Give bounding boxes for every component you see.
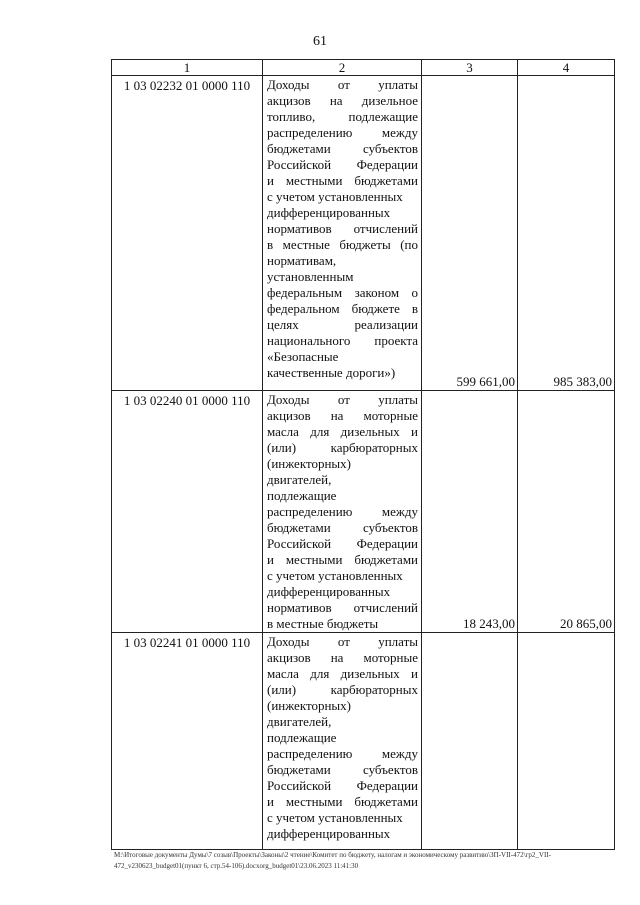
amount-column-3-cell xyxy=(422,633,518,850)
description-line: дифференцированных xyxy=(267,584,391,599)
description-cell xyxy=(263,633,422,850)
column-header-2: 2 xyxy=(263,60,422,76)
description-cell xyxy=(263,76,422,391)
amount-column-4-cell: 20 865,00 xyxy=(518,391,615,633)
description-line: дифференцированных xyxy=(267,826,391,841)
description-line: Российской Федерации xyxy=(267,536,418,551)
description-line: акцизов на дизельное xyxy=(267,93,418,108)
description-line: подлежащие xyxy=(267,488,337,503)
description-line: Доходы от уплаты xyxy=(267,634,418,649)
description-line: с учетом установленных xyxy=(267,810,403,825)
description-line: нормативам, xyxy=(267,253,337,268)
description-line: Российской Федерации xyxy=(267,778,418,793)
column-header-4: 4 xyxy=(518,60,615,76)
description-line: и местными бюджетами xyxy=(267,794,418,809)
description-line: акцизов на моторные xyxy=(267,408,418,423)
description-line: бюджетами субъектов xyxy=(267,762,418,777)
table-row xyxy=(112,76,615,391)
description-line: распределению между xyxy=(267,504,418,519)
table-header-row xyxy=(112,60,615,76)
description-line: (инжекторных) xyxy=(267,698,351,713)
document-footer xyxy=(114,850,614,872)
description-line: Доходы от уплаты xyxy=(267,77,418,92)
description-line: (инжекторных) xyxy=(267,456,351,471)
description-line: акцизов на моторные xyxy=(267,650,418,665)
budget-code-cell: 1 03 02241 01 0000 110 xyxy=(112,633,263,850)
footer-path-line-2: 472_v230623_budget01(пункт 6, стр.54-106).docxorg_budget01\23.06.2023 11:41:30 xyxy=(114,862,359,870)
description-line: установленным xyxy=(267,269,354,284)
description-line: национального проекта xyxy=(267,333,418,348)
footer-path-line-1: M:\Итоговые документы Думы\7 созыв\Проекты\Законы\2 чтение\Комитет по бюджету, налогам и экономическому развитию\ЗП-VII-472\гр2_VII- xyxy=(114,851,551,859)
description-line: масла для дизельных и xyxy=(267,666,418,681)
description-cell xyxy=(263,391,422,633)
description-line: в местные бюджеты (по xyxy=(267,237,418,252)
description-line: распределению между xyxy=(267,746,418,761)
description-line: «Безопасные xyxy=(267,349,339,364)
description-line: (или) карбюраторных xyxy=(267,682,418,697)
column-header-3: 3 xyxy=(422,60,518,76)
description-line: с учетом установленных xyxy=(267,568,403,583)
description-line: нормативов отчислений xyxy=(267,600,418,615)
budget-code-cell: 1 03 02240 01 0000 110 xyxy=(112,391,263,633)
amount-column-3-cell: 18 243,00 xyxy=(422,391,518,633)
amount-column-3-cell: 599 661,00 xyxy=(422,76,518,391)
description-line: и местными бюджетами xyxy=(267,173,418,188)
description-line: федеральном бюджете в xyxy=(267,301,418,316)
description-line: с учетом установленных xyxy=(267,189,403,204)
description-line: дифференцированных xyxy=(267,205,391,220)
description-line: и местными бюджетами xyxy=(267,552,418,567)
description-line: качественные дороги») xyxy=(267,365,396,380)
table-row xyxy=(112,633,615,850)
description-line: бюджетами субъектов xyxy=(267,141,418,156)
budget-table xyxy=(111,59,615,850)
description-line: (или) карбюраторных xyxy=(267,440,418,455)
description-line: топливо, подлежащие xyxy=(267,109,418,124)
description-line: федеральным законом о xyxy=(267,285,418,300)
description-line: в местные бюджеты xyxy=(267,616,379,631)
description-line: двигателей, xyxy=(267,714,332,729)
description-line: нормативов отчислений xyxy=(267,221,418,236)
description-line: распределению между xyxy=(267,125,418,140)
description-line: целях реализации xyxy=(267,317,418,332)
table-row xyxy=(112,391,615,633)
description-line: подлежащие xyxy=(267,730,337,745)
description-line: бюджетами субъектов xyxy=(267,520,418,535)
description-line: масла для дизельных и xyxy=(267,424,418,439)
column-header-1: 1 xyxy=(112,60,263,76)
amount-column-4-cell: 985 383,00 xyxy=(518,76,615,391)
amount-column-4-cell xyxy=(518,633,615,850)
page-number: 61 xyxy=(313,34,327,49)
description-line: Российской Федерации xyxy=(267,157,418,172)
description-line: двигателей, xyxy=(267,472,332,487)
budget-code-cell: 1 03 02232 01 0000 110 xyxy=(112,76,263,391)
description-line: Доходы от уплаты xyxy=(267,392,418,407)
